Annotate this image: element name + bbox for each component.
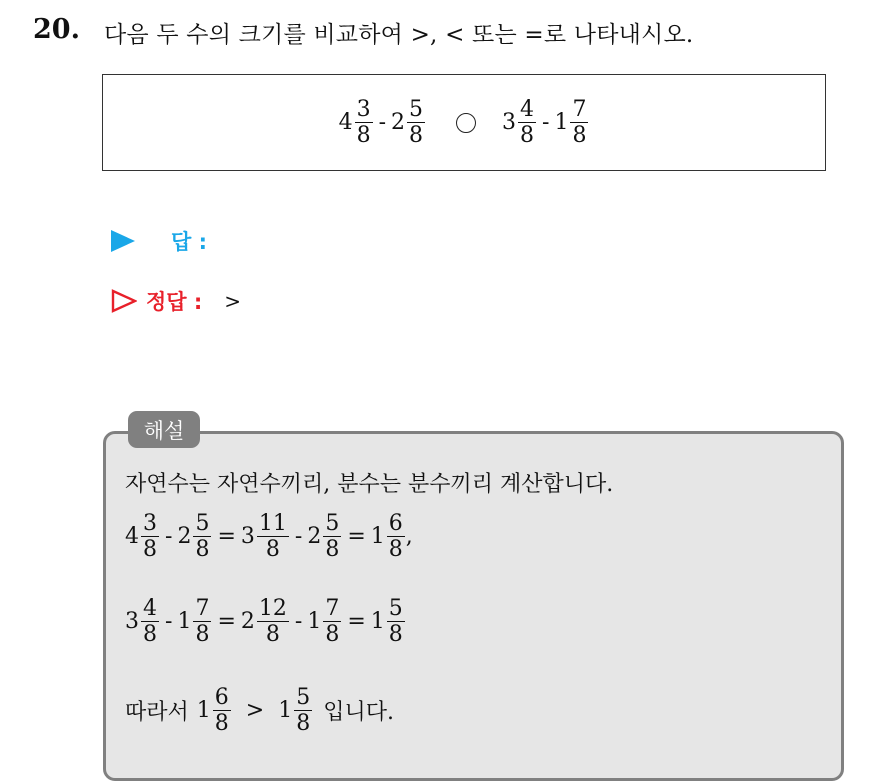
explanation-conclusion [125,686,394,735]
numerator: 3 [356,96,371,122]
denominator: 8 [296,711,311,737]
mixed-number [307,512,342,561]
fraction [323,512,341,561]
explanation-line-1 [125,467,613,498]
fraction [570,98,588,147]
mixed-number [371,597,406,646]
numerator: 5 [409,96,423,122]
whole-part: 1 [307,609,322,635]
denominator: 8 [388,622,403,648]
denominator: 8 [325,622,340,648]
fraction [518,98,536,147]
question-text: 다음 두 수의 크기를 비교하여 >, < 또는 =로 나타내시오. [104,22,694,48]
explanation-equation-2 [125,597,406,646]
whole-part: 3 [240,524,255,550]
minus-sign: - [294,609,303,635]
numerator: 4 [520,96,534,122]
mixed-number [125,512,160,561]
whole-part: 3 [125,609,139,635]
filled-triangle-icon [111,230,135,252]
minus-sign: - [165,609,173,635]
mixed-number [197,686,232,735]
denominator: 8 [572,123,587,148]
numerator: 4 [143,596,157,621]
denominator: 8 [409,123,423,148]
answer-label: 답 : [171,230,207,254]
mixed-number [241,512,290,561]
fraction [193,512,211,561]
whole-part: 4 [338,110,353,135]
denominator: 8 [265,537,280,563]
explanation-text: 자연수는 자연수끼리, 분수는 분수끼리 계산합니다. [125,472,614,497]
denominator: 8 [388,537,403,563]
numerator: 12 [258,596,287,621]
fraction [213,686,231,735]
fraction [323,597,341,646]
denominator: 8 [143,537,157,563]
correct-answer-row [111,286,241,316]
mixed-number [307,597,342,646]
whole-part: 2 [391,110,405,135]
whole-part: 2 [307,524,322,550]
whole-part: 1 [278,698,293,724]
comma: , [405,524,413,550]
numerator: 5 [195,511,210,536]
denominator: 8 [520,123,534,148]
whole-part: 1 [177,609,192,635]
explanation-equation-1 [125,512,413,561]
numerator: 7 [572,96,587,122]
minus-sign: - [165,524,173,550]
equation [125,512,413,561]
equals-sign: = [347,524,366,550]
numerator: 7 [325,596,340,621]
fraction [141,597,159,646]
explanation-tag: 해설 [128,411,200,448]
conclusion-suffix: 입니다. [323,700,394,726]
mixed-number [554,98,589,147]
denominator: 8 [356,123,371,148]
numerator: 3 [143,511,157,536]
fraction [355,98,373,147]
mixed-number [391,98,426,147]
equals-sign: = [217,524,236,550]
numerator: 11 [258,511,287,536]
mixed-number [177,512,212,561]
whole-part: 1 [196,698,211,724]
whole-part: 1 [554,110,569,135]
denominator: 8 [195,622,210,648]
mixed-number [177,597,212,646]
numerator: 6 [388,511,403,536]
question-number: 20. [33,14,80,45]
minus-sign: - [378,110,386,135]
minus-sign: - [294,524,303,550]
whole-part: 3 [502,110,516,135]
numerator: 5 [325,511,340,536]
whole-part: 2 [240,609,255,635]
whole-part: 4 [125,524,139,550]
mixed-number [502,98,537,147]
fraction [141,512,159,561]
minus-sign: - [542,110,550,135]
correct-answer-value: > [224,289,242,313]
numerator: 5 [296,685,311,710]
conclusion-prefix: 따라서 [125,700,189,726]
problem-expression [339,98,590,147]
whole-part: 1 [370,524,385,550]
numerator: 7 [195,596,210,621]
fraction [193,597,211,646]
whole-part: 1 [370,609,385,635]
mixed-number [371,512,406,561]
fraction [294,686,312,735]
fraction [387,597,405,646]
fraction [387,512,405,561]
mixed-number [339,98,374,147]
problem-box [102,74,826,171]
mixed-number [241,597,290,646]
conclusion-expression [197,686,313,735]
mixed-number [125,597,160,646]
greater-than-sign: > [245,698,265,724]
denominator: 8 [265,622,280,648]
equation [125,597,406,646]
numerator: 5 [388,596,403,621]
answer-row [111,226,207,256]
comparison-blank-circle[interactable] [456,113,476,133]
equals-sign: = [217,609,236,635]
denominator: 8 [195,537,210,563]
equals-sign: = [347,609,366,635]
fraction [257,512,289,561]
whole-part: 2 [177,524,192,550]
fraction [257,597,289,646]
outline-triangle-icon [111,289,137,313]
denominator: 8 [143,622,157,648]
fraction [407,98,425,147]
mixed-number [278,686,313,735]
correct-answer-label: 정답 : [146,290,203,314]
denominator: 8 [325,537,340,563]
denominator: 8 [214,711,229,737]
numerator: 6 [214,685,229,710]
